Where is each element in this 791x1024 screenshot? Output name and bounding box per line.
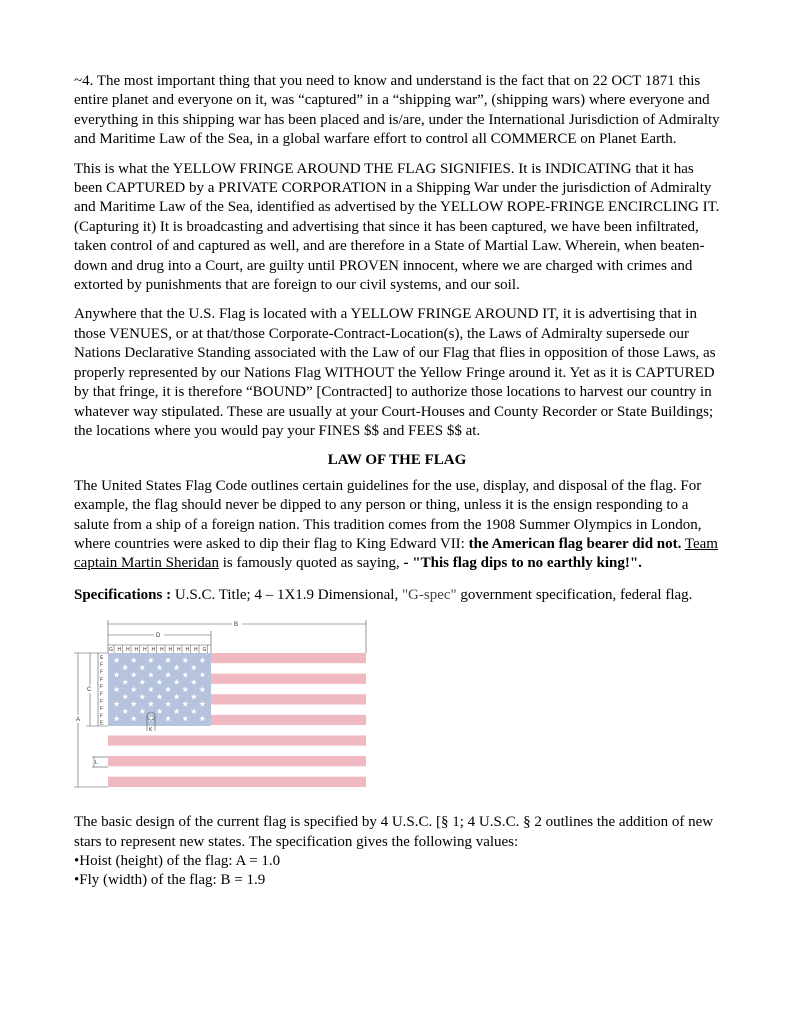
list-item-fly: •Fly (width) of the flag: B = 1.9 [74,872,266,889]
specifications-text: U.S.C. Title; 4 – 1X1.9 Dimensional, [171,586,402,603]
section-heading: LAW OF THE FLAG [327,452,467,469]
flag-code-after-link: is famously quoted as saying, [218,555,404,572]
label-h: H [143,647,147,654]
label-h: H [126,647,130,654]
label-f: F [100,706,104,713]
flag-specification-diagram [74,619,374,791]
gspec-text: "G-spec" [401,586,457,603]
label-f: F [100,684,104,691]
label-f: F [100,677,104,684]
label-h: H [185,647,190,654]
label-l: L [95,760,98,767]
flag-stripe [108,736,366,746]
paragraph-flag-code [74,477,720,574]
specification-values-list [74,852,720,891]
flag-diagram-svg [74,619,374,791]
flag-stripe [108,777,366,787]
label-f: F [100,698,104,705]
flag-canton [108,653,211,726]
flag-stripe [108,767,366,777]
martin-sheridan-link[interactable]: Team captain Martin Sheridan [74,535,718,572]
label-e: E [100,720,104,727]
flag-bearer-bold: the American flag bearer did not. [468,535,682,552]
paragraph-venues: Anywhere that the U.S. Flag is located with a YELLOW FRINGE AROUND IT, it is advertising that in those VENUES, or at that/those Corporate-Contract-Location(s), the Laws of Admiralty supersede our Nations Declarative Standing associated with the Law of our Flag that flies in opposition of those Laws, as properly represented by our Nations Flag WITHOUT the Yellow Fringe around it. Yet as it is CAPTURED by that fringe, it is therefore “BOUND” [Contracted] to authorize those locations to harvest our country in whatever way stipulated. These are usually at your Court-Houses and County Recorder or State Buildings; the locations where you would pay your FINES $$ and FEES $$ at. [74,306,716,439]
label-h: H [117,647,122,654]
list-item-hoist: •Hoist (height) of the flag: A = 1.0 [74,852,281,869]
label-h: H [160,647,164,654]
specifications-text-2: government specification, federal flag. [456,586,693,603]
sheridan-quote: - "This flag dips to no earthly king!". [403,555,642,572]
label-h: H [151,647,156,654]
flag-stripe [108,746,366,756]
label-c: C [87,687,92,694]
label-f: F [100,669,104,676]
specifications-label: Specifications : [74,586,172,603]
label-h: H [168,647,173,654]
flag-stripe [108,756,366,766]
label-e: E [100,655,104,662]
label-h: H [194,647,198,654]
flag-code-text: The United States Flag Code outlines certain guidelines for the use, display, and disposal of the flag. For example, the flag should never be dipped to any person or thing, unless it is the ensign responding to a salute from a ship of a foreign nation. This tradition comes from the 1908 Summer Olympics in London, where countries were asked to dip their flag to King Edward VII: [74,477,702,552]
paragraph-basic-design: The basic design of the current flag is specified by 4 U.S.C. [§ 1; 4 U.S.C. § 2 outlines the addition of new stars to represent new states. The specification gives the following values: [74,814,714,850]
label-h: H [177,647,181,654]
label-f: F [100,691,104,698]
paragraph-yellow-fringe: This is what the YELLOW FRINGE AROUND THE FLAG SIGNIFIES. It is INDICATING that it has been CAPTURED by a PRIVATE CORPORATION in a Shipping War under the jurisdiction of Admiralty and Maritime Law of the Sea, identified as advertised by the YELLOW ROPE-FRINGE ENCIRCLING IT. (Capturing it) It is broadcasting and advertising that since it has been captured, we have been infiltrated, taken control of and captured as well, and are therefore in a State of Martial Law. Wherein, when beaten-down and drug into a Court, are guilty until PROVEN innocent, where we are charged with crimes and extorted by punishments that are foreign to our civil systems, and our soil. [74,160,720,294]
label-f: F [100,713,104,720]
paragraph-capture: ~4. The most important thing that you need to know and understand is the fact that on 22 OCT 1871 this entire planet and everyone on it, was “captured” in a “shipping war”, (shipping wars) where everyone and everything in this shipping war has been placed and is/are, under the International Jurisdiction of Admiralty and Maritime Law of the Sea, in a global warfare effort to control all COMMERCE on Planet Earth. [74,73,720,148]
label-h: H [134,647,139,654]
label-d: D [156,633,161,640]
label-f: F [100,662,104,669]
paragraph-specifications [74,586,720,605]
label-g: G [109,647,113,654]
document-page [74,72,720,891]
label-b: B [234,622,239,629]
label-a: A [76,717,81,724]
label-k: K [149,727,153,734]
label-g: G [202,647,207,654]
